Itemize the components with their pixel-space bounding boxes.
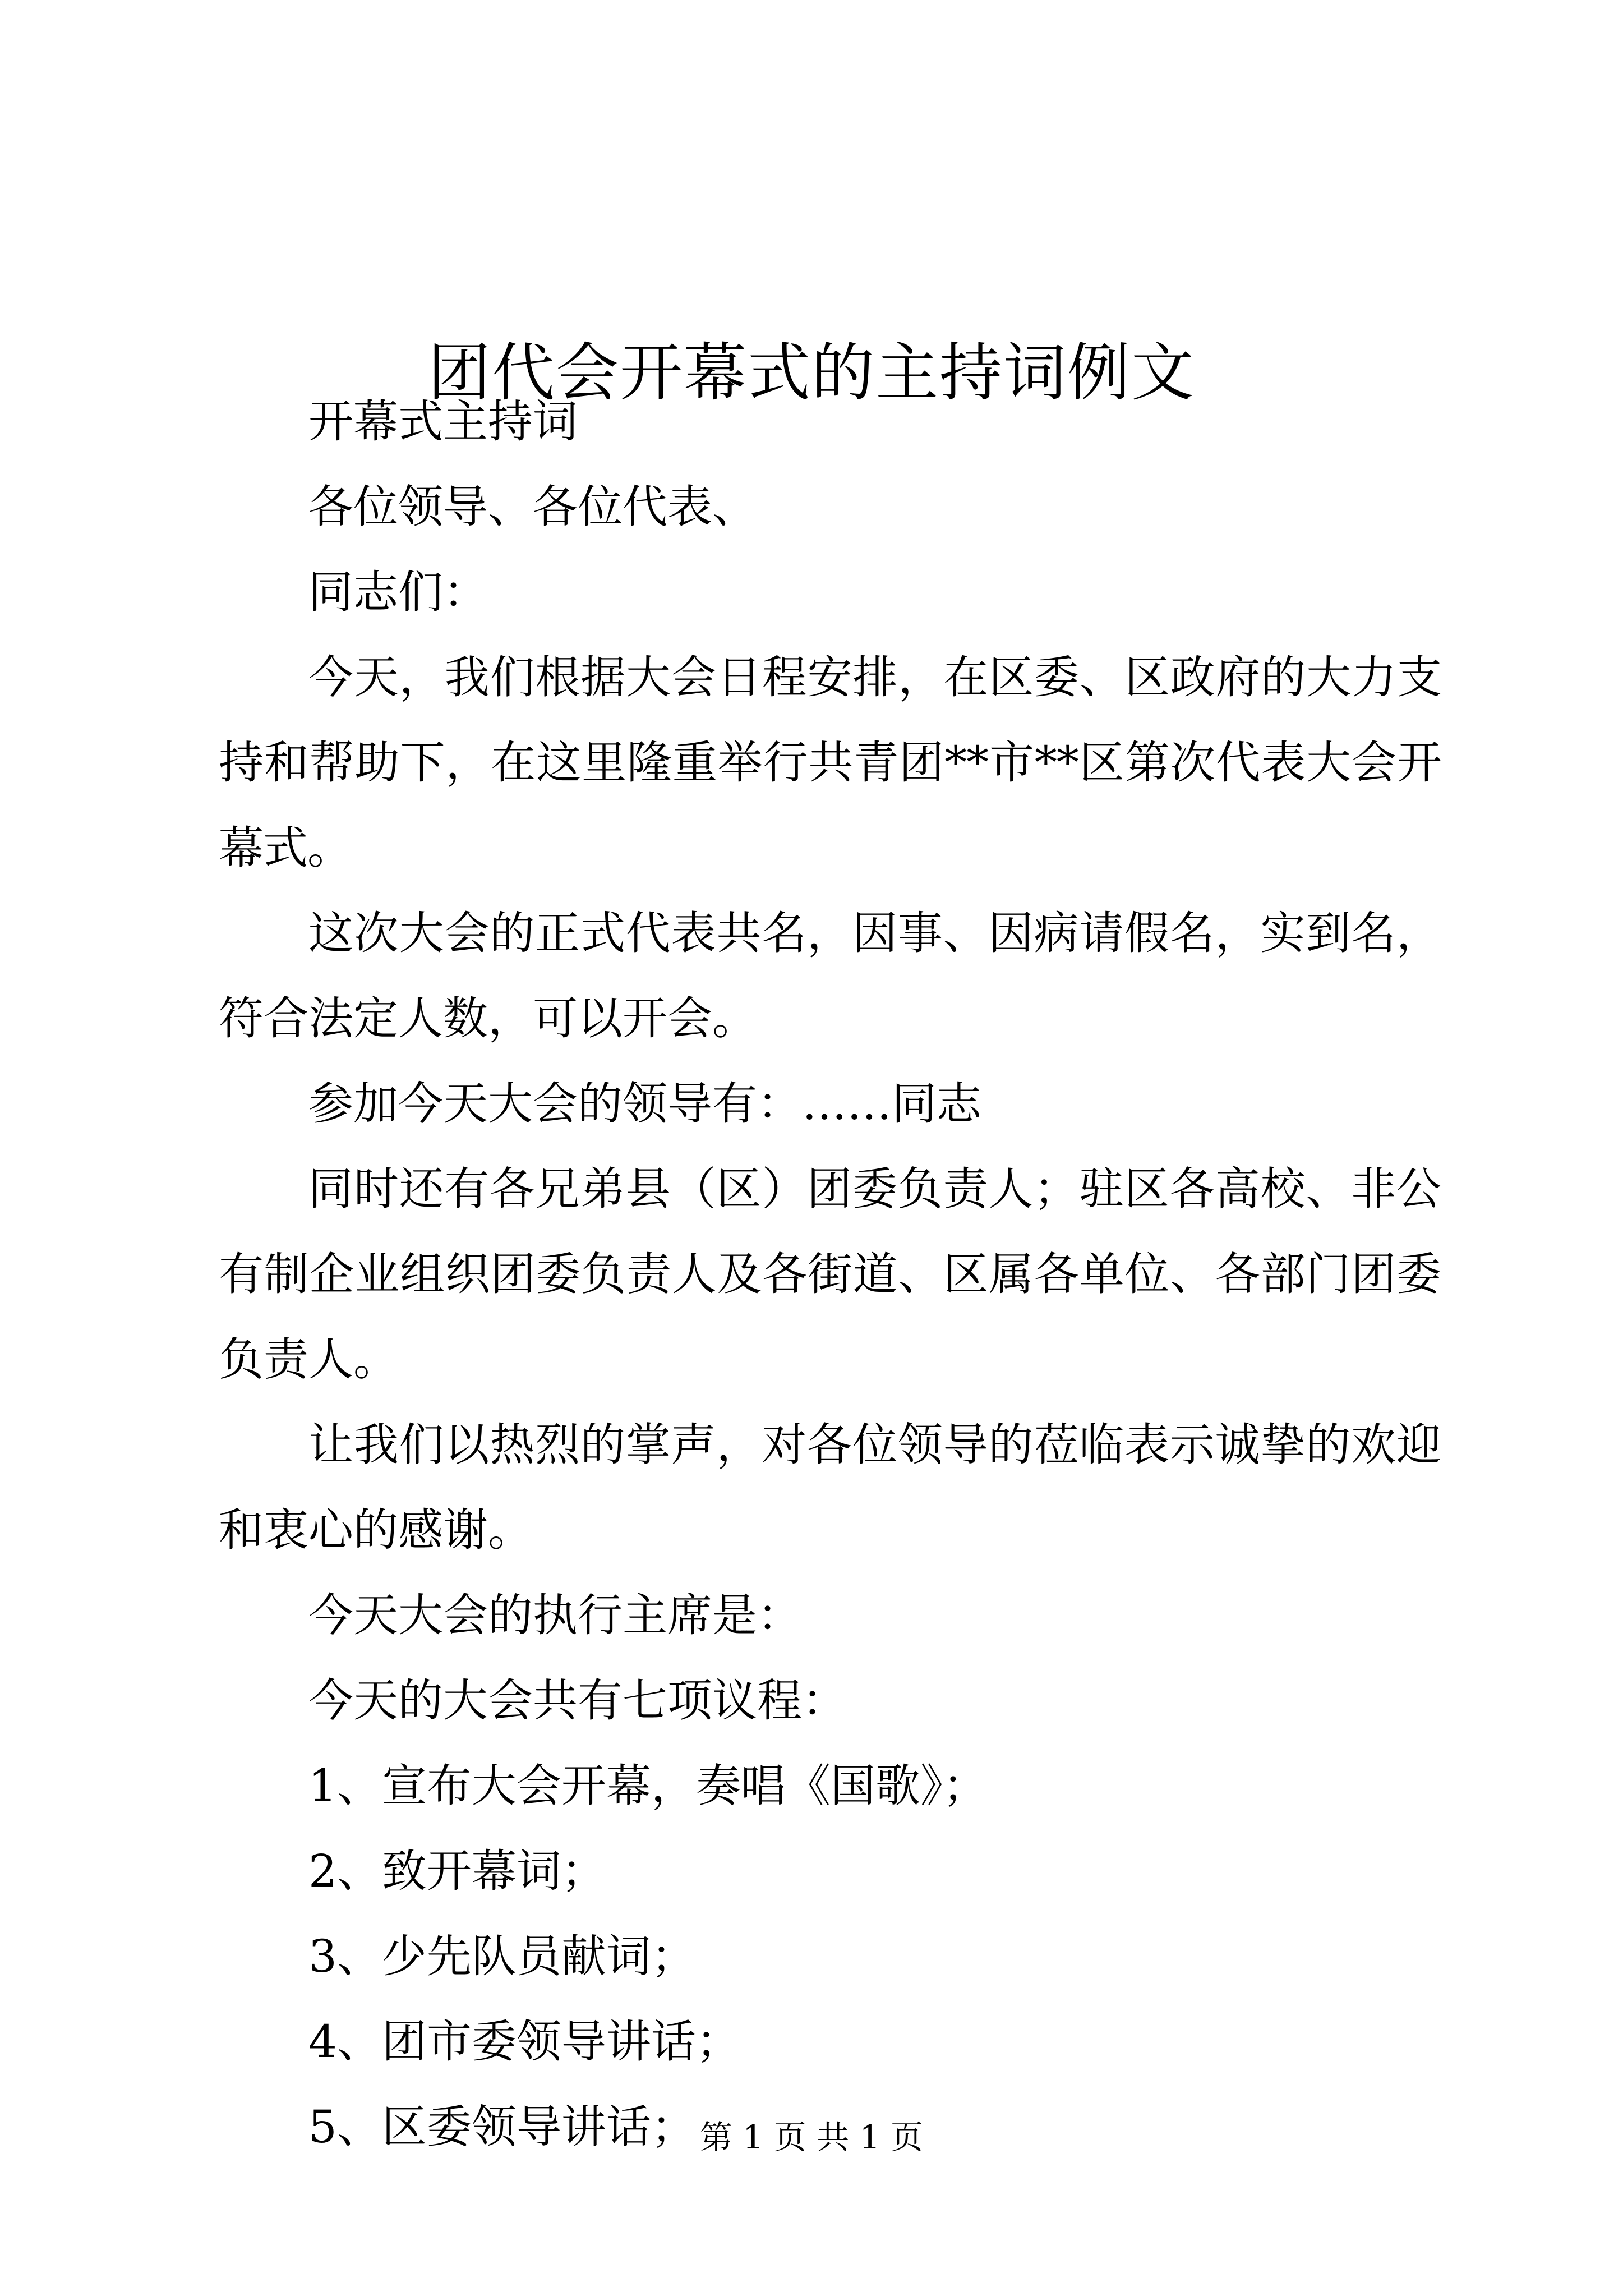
agenda-item-1: 1、宣布大会开幕，奏唱《国歌》； (308, 1760, 988, 1812)
paragraph-heading: 开幕式主持词 (308, 395, 578, 448)
paragraph-chair: 今天大会的执行主席是： (308, 1589, 802, 1641)
document-body (219, 379, 1441, 2170)
paragraph-attendance: 这次大会的正式代表共名，因事、因病请假名，实到名，符合法定人数，可以开会。 (219, 907, 1441, 1045)
agenda-item-5: 5、区委领导讲话； (308, 2101, 696, 2153)
agenda-item-2: 2、致开幕词； (308, 1845, 606, 1897)
paragraph-guests: 同时还有各兄弟县（区）团委负责人；驻区各高校、非公有制企业组织团委负责人及各街道、区属各单位、各部门团委负责人。 (219, 1163, 1441, 1386)
paragraph-welcome: 让我们以热烈的掌声，对各位领导的莅临表示诚挚的欢迎和衷心的感谢。 (219, 1419, 1441, 1556)
page-footer: 第 1 页 共 1 页 (700, 2118, 923, 2156)
paragraph-agenda-intro: 今天的大会共有七项议程： (308, 1674, 847, 1727)
paragraph-salutation-1: 各位领导、各位代表、 (308, 481, 757, 533)
agenda-item-3: 3、少先队员献词； (308, 1930, 696, 1982)
paragraph-opening: 今天，我们根据大会日程安排，在区委、区政府的大力支持和帮助下，在这里隆重举行共青团**市**区第次代表大会开幕式。 (219, 651, 1441, 874)
document-title: 团代会开幕式的主持词例文 (428, 337, 1195, 410)
paragraph-leaders: 参加今天大会的领导有：……同志 (308, 1078, 981, 1130)
agenda-item-4: 4、团市委领导讲话； (308, 2016, 741, 2068)
paragraph-salutation-2: 同志们： (308, 566, 488, 618)
